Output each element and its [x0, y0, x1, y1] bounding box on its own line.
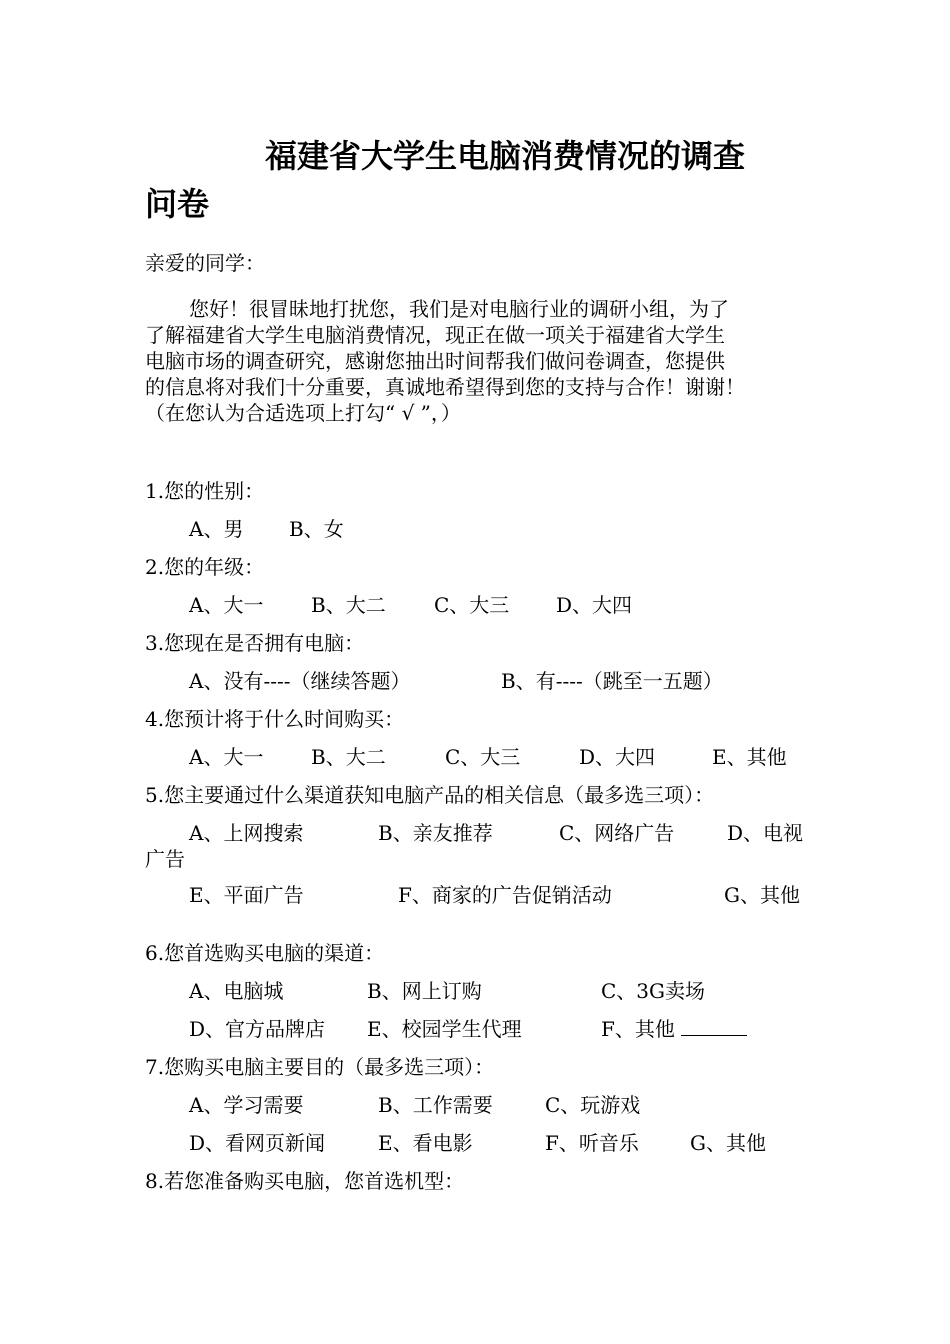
option[interactable]: A、大一 [189, 745, 264, 769]
greeting: 亲爱的同学： [145, 251, 265, 275]
fill-in-blank[interactable] [681, 1017, 747, 1036]
option[interactable]: A、没有----（继续答题） [189, 669, 411, 693]
option[interactable]: G、其他 [724, 883, 800, 907]
question-5: 5.您主要通过什么渠道获知电脑产品的相关信息（最多选三项）： [145, 783, 715, 807]
option[interactable]: D、大四 [579, 745, 656, 769]
question-2: 2.您的年级： [145, 555, 265, 579]
option[interactable]: A、上网搜索 [189, 821, 304, 845]
intro-instruction: （在您认为合适选项上打勾“ √ ”，） [145, 401, 461, 425]
option[interactable]: B、女 [289, 517, 344, 541]
option[interactable]: A、电脑城 [189, 979, 284, 1003]
title-line-2: 问卷 [145, 185, 210, 223]
option[interactable]: D、官方品牌店 [189, 1017, 326, 1041]
option[interactable]: E、校园学生代理 [367, 1017, 522, 1041]
option[interactable]: F、商家的广告促销活动 [398, 883, 612, 907]
option-other[interactable] [601, 1016, 747, 1042]
option[interactable]: A、大一 [189, 593, 264, 617]
option[interactable]: E、平面广告 [189, 883, 304, 907]
question-1: 1.您的性别： [145, 479, 265, 503]
option[interactable]: C、玩游戏 [545, 1093, 641, 1117]
option[interactable]: A、男 [189, 517, 244, 541]
option[interactable]: F、听音乐 [545, 1131, 639, 1155]
intro-line: 了解福建省大学生电脑消费情况，现正在做一项关于福建省大学生 [145, 323, 725, 347]
option[interactable]: B、亲友推荐 [378, 821, 493, 845]
option[interactable]: B、网上订购 [367, 979, 482, 1003]
option[interactable]: C、网络广告 [559, 821, 675, 845]
option[interactable]: D、大四 [556, 593, 633, 617]
option[interactable]: B、工作需要 [378, 1093, 493, 1117]
option-label: F、其他 [601, 1017, 675, 1041]
intro-line: 您好！很冒昧地打扰您，我们是对电脑行业的调研小组，为了 [189, 297, 729, 321]
option-continued[interactable]: 广告 [145, 847, 185, 871]
intro-line: 的信息将对我们十分重要，真诚地希望得到您的支持与合作！谢谢！ [145, 375, 745, 399]
option[interactable]: D、电视 [727, 821, 804, 845]
question-8: 8.若您准备购买电脑，您首选机型： [145, 1169, 465, 1193]
question-6: 6.您首选购买电脑的渠道： [145, 941, 385, 965]
option[interactable]: G、其他 [690, 1131, 766, 1155]
option[interactable]: D、看网页新闻 [189, 1131, 326, 1155]
option[interactable]: B、大二 [311, 745, 386, 769]
option[interactable]: E、看电影 [378, 1131, 473, 1155]
intro-line: 电脑市场的调查研究，感谢您抽出时间帮我们做问卷调查，您提供 [145, 349, 725, 373]
option[interactable]: E、其他 [712, 745, 787, 769]
option[interactable]: B、有----（跳至一五题） [501, 669, 723, 693]
option[interactable]: A、学习需要 [189, 1093, 304, 1117]
question-3: 3.您现在是否拥有电脑： [145, 631, 365, 655]
option[interactable]: C、3G卖场 [601, 979, 706, 1003]
option[interactable]: C、大三 [434, 593, 510, 617]
option[interactable]: C、大三 [445, 745, 521, 769]
title-line-1: 福建省大学生电脑消费情况的调查 [265, 137, 746, 175]
question-7: 7.您购买电脑主要目的（最多选三项）： [145, 1055, 495, 1079]
question-4: 4.您预计将于什么时间购买： [145, 707, 405, 731]
option[interactable]: B、大二 [311, 593, 386, 617]
